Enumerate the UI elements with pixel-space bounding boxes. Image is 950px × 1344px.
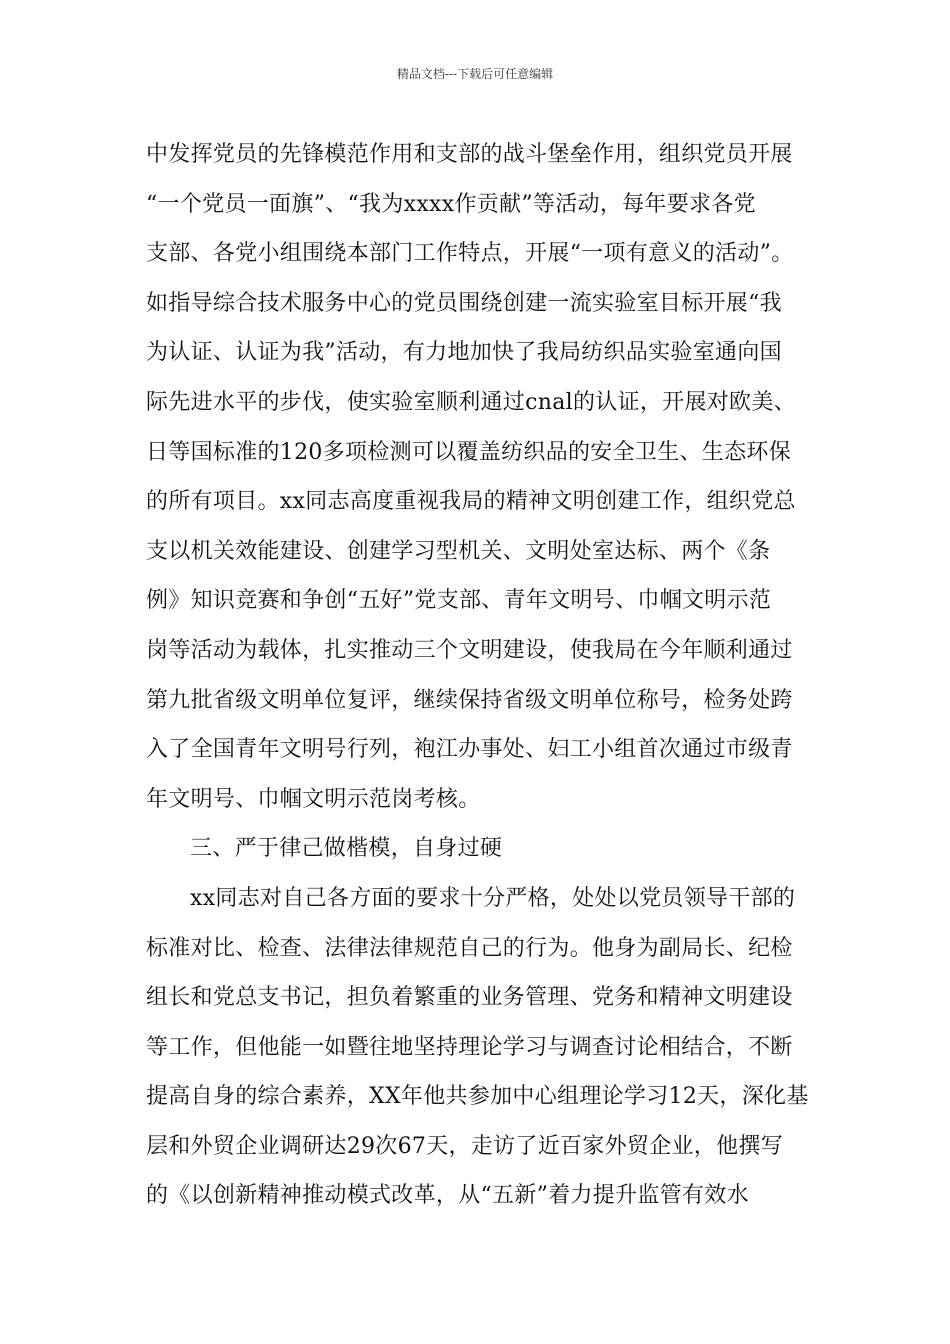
paragraph-line: 支部、各党小组围绕本部门工作特点，开展“一项有意义的活动”。	[146, 241, 794, 267]
paragraph-line: 际先进水平的步伐，使实验室顺利通过cnal的认证，开展对欧美、	[146, 389, 796, 415]
paragraph-line: xx同志对自己各方面的要求十分严格，处处以党员领导干部的	[190, 885, 796, 911]
section-heading: 三、严于律己做楷模，自身过硬	[190, 836, 503, 862]
paragraph-line: 岗等活动为载体，扎实推动三个文明建设，使我局在今年顺利通过	[146, 637, 793, 663]
paragraph-line: 层和外贸企业调研达29次67天，走访了近百家外贸企业，他撰写	[146, 1133, 783, 1159]
paragraph-line: 的《以创新精神推动模式改革，从“五新”着力提升监管有效水	[146, 1183, 749, 1209]
paragraph-line: 组长和党总支书记，担负着繁重的业务管理、党务和精神文明建设	[146, 985, 793, 1011]
paragraph-line: 例》知识竞赛和争创“五好”党支部、青年文明号、巾帼文明示范	[146, 588, 772, 614]
paragraph-line: 标准对比、检查、法律法律规范自己的行为。他身为副局长、纪检	[146, 935, 793, 961]
paragraph-line: 支以机关效能建设、创建学习型机关、文明处室达标、两个《条	[146, 538, 771, 564]
page-header: 精品文档---下载后可任意编辑	[396, 67, 554, 81]
paragraph-line: “一个党员一面旗”、“我为xxxx作贡献”等活动，每年要求各党	[146, 191, 756, 217]
paragraph-line: 提高自身的综合素养，XX年他共参加中心组理论学习12天，深化基	[146, 1084, 809, 1110]
paragraph-line: 第九批省级文明单位复评，继续保持省级文明单位称号，检务处跨	[146, 687, 793, 713]
paragraph-line: 年文明号、巾帼文明示范岗考核。	[146, 786, 481, 812]
paragraph-line: 的所有项目。xx同志高度重视我局的精神文明创建工作，组织党总	[146, 489, 796, 515]
paragraph-line: 入了全国青年文明号行列，袍江办事处、妇工小组首次通过市级青	[146, 737, 793, 763]
paragraph-line: 中发挥党员的先锋模范作用和支部的战斗堡垒作用，组织党员开展	[146, 142, 793, 167]
paragraph-line: 为认证、认证为我”活动，有力地加快了我局纺织品实验室通向国	[146, 340, 782, 366]
paragraph-line: 日等国标准的120多项检测可以覆盖纺织品的安全卫生、生态环保	[146, 439, 791, 465]
paragraph-line: 等工作，但他能一如暨往地坚持理论学习与调查讨论相结合，不断	[146, 1034, 793, 1060]
document-body	[146, 130, 826, 1221]
paragraph-line: 如指导综合技术服务中心的党员围绕创建一流实验室目标开展“我	[146, 290, 782, 316]
